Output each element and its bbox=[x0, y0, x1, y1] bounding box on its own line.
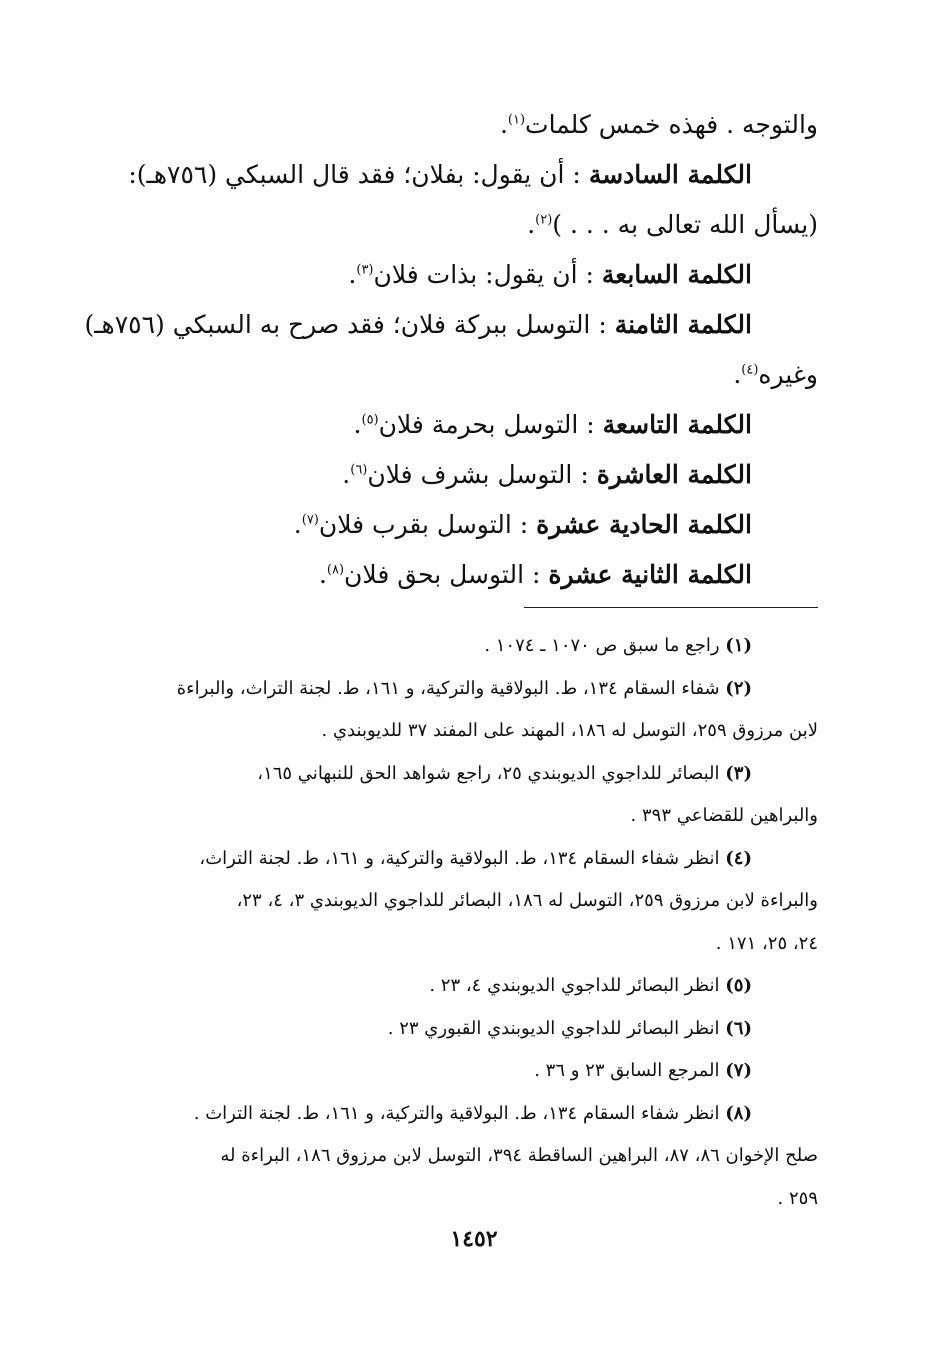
page-number: ١٤٥٢ bbox=[450, 1226, 498, 1252]
footnote-ref[interactable]: (٦) bbox=[350, 462, 368, 478]
footnote-ref[interactable]: (٣) bbox=[356, 262, 374, 278]
word-seventh: الكلمة السابعة : أن يقول: بذات فلان$^{(٣)}$. bbox=[348, 260, 752, 289]
footnote-number: (٦) bbox=[725, 1017, 752, 1039]
footnote-ref[interactable]: (٤) bbox=[741, 362, 759, 378]
word-eleventh: الكلمة الحادية عشرة : التوسل بقرب فلان$^{(٧)}$. bbox=[293, 510, 752, 539]
footnote-7: (٧) المرجع السابق ٢٣ و ٣٦ . bbox=[534, 1060, 752, 1081]
main-text bbox=[84, 100, 818, 600]
footnote-8: (٨) انظر شفاء السقام ١٣٤، ط. البولاقية والتركية، و ١٦١، ط. لجنة التراث . bbox=[193, 1102, 752, 1124]
footnote-number: (٨) bbox=[725, 1102, 752, 1124]
footnote-3: (٣) البصائر للداجوي الديوبندي ٢٥، راجع شواهد الحق للنبهاني ١٦٥، bbox=[257, 762, 752, 784]
footnotes bbox=[118, 625, 818, 1220]
text-line: وغيره$^{(٤)}$. bbox=[733, 360, 818, 389]
word-eighth: الكلمة الثامنة : التوسل ببركة فلان؛ فقد صرح به السبكي (٧٥٦هـ) bbox=[84, 310, 752, 339]
footnote-number: (١) bbox=[725, 635, 752, 656]
footnote-4: (٤) انظر شفاء السقام ١٣٤، ط. البولاقية والتركية، و ١٦١، ط. لجنة التراث، bbox=[199, 847, 752, 869]
footnote-separator bbox=[524, 607, 818, 608]
footnote-3-cont: والبراهين للقضاعي ٣٩٣ . bbox=[630, 805, 818, 826]
term-label: الكلمة الثامنة bbox=[614, 310, 752, 339]
footnote-ref[interactable]: (٧) bbox=[301, 512, 319, 528]
footnote-5: (٥) انظر البصائر للداجوي الديوبندي ٤، ٢٣ . bbox=[429, 975, 752, 996]
text-line: (يسأل الله تعالى به . . . )$^{(٢)}$. bbox=[527, 210, 818, 239]
term-label: الكلمة العاشرة bbox=[596, 460, 752, 489]
footnote-2-cont: لابن مرزوق ٢٥٩، التوسل له ١٨٦، المهند على المفند ٣٧ للديوبندي . bbox=[321, 720, 818, 741]
footnote-8-cont2: ٢٥٩ . bbox=[777, 1187, 818, 1209]
footnote-number: (٧) bbox=[725, 1060, 752, 1081]
word-tenth: الكلمة العاشرة : التوسل بشرف فلان$^{(٦)}$. bbox=[342, 460, 752, 489]
footnote-2: (٢) شفاء السقام ١٣٤، ط. البولاقية والتركية، و ١٦١، ط. لجنة التراث، والبراءة bbox=[176, 677, 752, 699]
footnote-number: (٥) bbox=[725, 975, 752, 996]
footnote-ref[interactable]: (٨) bbox=[326, 562, 345, 578]
term-label: الكلمة السادسة bbox=[588, 160, 752, 189]
word-twelfth: الكلمة الثانية عشرة : التوسل بحق فلان$^{(٨)}$. bbox=[318, 560, 752, 589]
footnote-number: (٣) bbox=[725, 762, 752, 784]
footnote-number: (٢) bbox=[725, 677, 752, 699]
footnote-4-cont2: ٢٤، ٢٥، ١٧١ . bbox=[715, 932, 818, 954]
text-line: والتوجه . فهذه خمس كلمات$^{(١)}$. bbox=[499, 110, 818, 139]
footnote-ref[interactable]: (٢) bbox=[535, 212, 553, 228]
footnote-6: (٦) انظر البصائر للداجوي الديوبندي القبوري ٢٣ . bbox=[387, 1017, 752, 1039]
term-label: الكلمة الثانية عشرة bbox=[548, 560, 752, 589]
word-ninth: الكلمة التاسعة : التوسل بحرمة فلان$^{(٥)}$. bbox=[353, 410, 752, 439]
footnote-8-cont: صلح الإخوان ٨٦، ٨٧، البراهين الساقطة ٣٩٤، التوسل لابن مرزوق ١٨٦، البراءة له bbox=[220, 1145, 818, 1166]
term-label: الكلمة الحادية عشرة bbox=[536, 510, 752, 539]
footnote-4-cont: والبراءة لابن مرزوق ٢٥٩، التوسل له ١٨٦، البصائر للداجوي الديوبندي ٣، ٤، ٢٣، bbox=[236, 890, 818, 911]
word-sixth: الكلمة السادسة : أن يقول: بفلان؛ فقد قال السبكي (٧٥٦هـ): bbox=[128, 160, 752, 189]
term-label: الكلمة السابعة bbox=[601, 260, 752, 289]
term-label: الكلمة التاسعة bbox=[602, 410, 752, 439]
footnote-ref[interactable]: (٥) bbox=[361, 412, 379, 428]
footnote-1: (١) راجع ما سبق ص ١٠٧٠ ـ ١٠٧٤ . bbox=[484, 635, 752, 656]
footnote-ref[interactable]: (١) bbox=[507, 112, 526, 128]
footnote-number: (٤) bbox=[725, 847, 752, 869]
